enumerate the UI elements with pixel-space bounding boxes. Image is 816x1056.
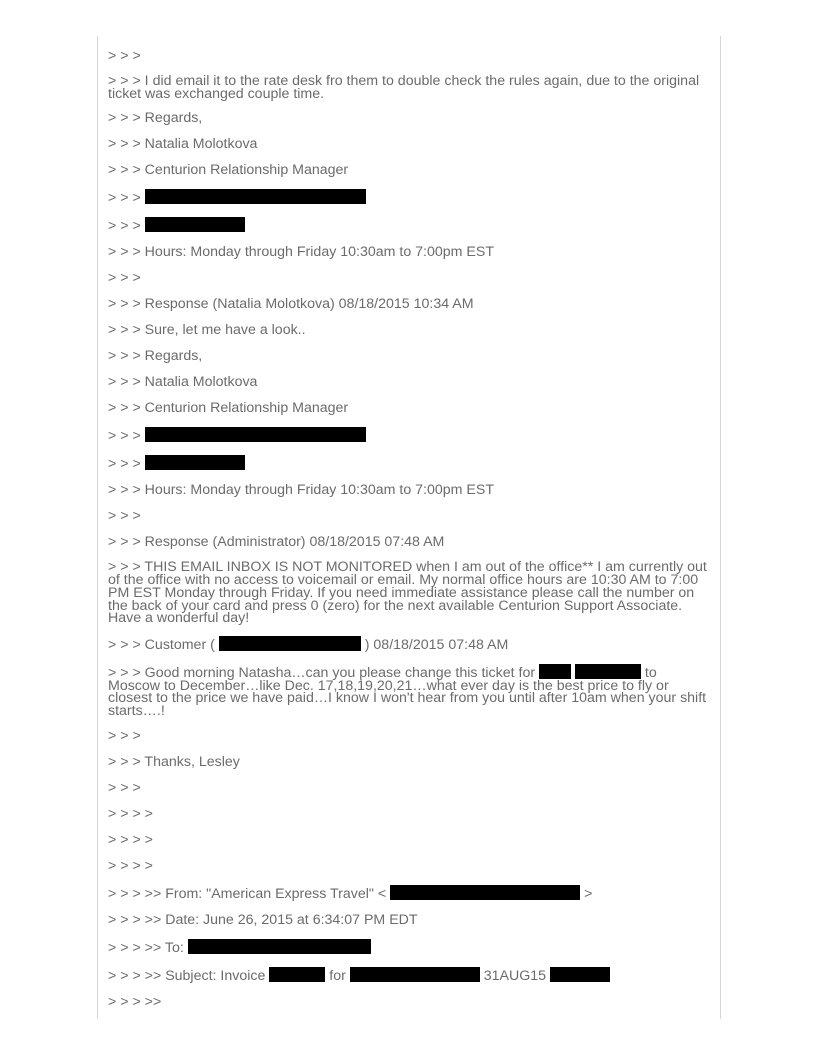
- regards-line: > > > Regards,: [108, 348, 203, 365]
- quoted-line: > > > >: [108, 805, 153, 822]
- subject-for: for: [329, 967, 346, 984]
- subject-header-line: [108, 967, 708, 984]
- quoted-line: > > >: [108, 508, 141, 525]
- from-close-bracket: >: [584, 885, 593, 902]
- quote-marker: > > >: [108, 456, 141, 473]
- signature-name: > > > Natalia Molotkova: [108, 136, 258, 153]
- redacted-contact-line: [108, 455, 708, 472]
- customer-message-end: to Moscow to December…like Dec. 17,18,19,20,21…what ever day is the best price to fly or closest to the price we have paid…I know I won't hear from you until after 10am when your shift starts….!: [108, 664, 707, 720]
- quote-marker: > > >: [108, 190, 141, 207]
- response-header: > > > Response (Natalia Molotkova) 08/18/2015 10:34 AM: [108, 296, 474, 313]
- redacted-contact-line: [108, 427, 708, 444]
- hours-line: > > > Hours: Monday through Friday 10:30am to 7:00pm EST: [108, 482, 495, 499]
- thanks-line: > > > Thanks, Lesley: [108, 753, 240, 770]
- subject-date: 31AUG15: [483, 967, 547, 984]
- hours-line: > > > Hours: Monday through Friday 10:30am to 7:00pm EST: [108, 244, 495, 261]
- signature-title: > > > Centurion Relationship Manager: [108, 162, 349, 179]
- quote-marker: > > >: [108, 428, 141, 445]
- response-header: > > > Response (Administrator) 08/18/2015 07:48 AM: [108, 534, 445, 551]
- date-header-line: > > > >> Date: June 26, 2015 at 6:34:07 PM EDT: [108, 911, 418, 928]
- redacted-contact-line: [108, 217, 708, 234]
- subject-label: > > > >> Subject: Invoice: [108, 967, 266, 984]
- redaction-block: [350, 967, 480, 982]
- quoted-line: > > >: [108, 779, 141, 796]
- message-line: > > > Sure, let me have a look..: [108, 322, 306, 339]
- redaction-block: [145, 455, 245, 470]
- quoted-line: > > > >: [108, 857, 153, 874]
- quoted-line: > > > >: [108, 831, 153, 848]
- from-header-line: [108, 885, 708, 902]
- from-label: > > > >> From: "American Express Travel" <: [108, 885, 387, 902]
- rate-desk-paragraph: > > > I did email it to the rate desk fro them to double check the rules again, due to the original ticket was exchanged couple time.: [108, 73, 700, 102]
- quoted-line: > > > >>: [108, 993, 162, 1010]
- redaction-block: [269, 967, 325, 982]
- redaction-block: [145, 189, 366, 204]
- email-thread: [108, 44, 708, 1010]
- to-label: > > > >> To:: [108, 939, 184, 956]
- customer-label: > > > Customer (: [108, 636, 215, 653]
- redaction-block: [145, 427, 366, 442]
- quoted-line: > > >: [108, 727, 141, 744]
- redacted-contact-line: [108, 189, 708, 206]
- quoted-line: > > >: [108, 48, 141, 64]
- quote-marker: > > >: [108, 218, 141, 235]
- customer-timestamp: ) 08/18/2015 07:48 AM: [364, 636, 509, 653]
- signature-name: > > > Natalia Molotkova: [108, 374, 258, 391]
- redaction-block: [188, 939, 371, 954]
- to-header-line: [108, 939, 708, 956]
- customer-message-start: > > > Good morning Natasha…can you please change this ticket for: [108, 664, 536, 681]
- auto-reply-paragraph: > > > THIS EMAIL INBOX IS NOT MONITORED when I am out of the office** I am currently out of the office with no access to voicemail or email. My normal office hours are 10:30 AM to 7:00 PM EST Monday through Friday. If you need immediate assistance please call the number on the back of your card and press 0 (zero) for the next available Centurion Support Associate. Have a wonderful day!: [108, 559, 707, 627]
- redaction-block: [145, 217, 245, 232]
- signature-title: > > > Centurion Relationship Manager: [108, 400, 349, 417]
- redaction-block: [390, 885, 580, 900]
- redaction-block: [219, 636, 361, 651]
- redaction-block: [550, 967, 610, 982]
- regards-line: > > > Regards,: [108, 110, 203, 127]
- customer-header: [108, 636, 708, 653]
- quoted-line: > > >: [108, 270, 141, 287]
- customer-message-paragraph: [108, 664, 708, 718]
